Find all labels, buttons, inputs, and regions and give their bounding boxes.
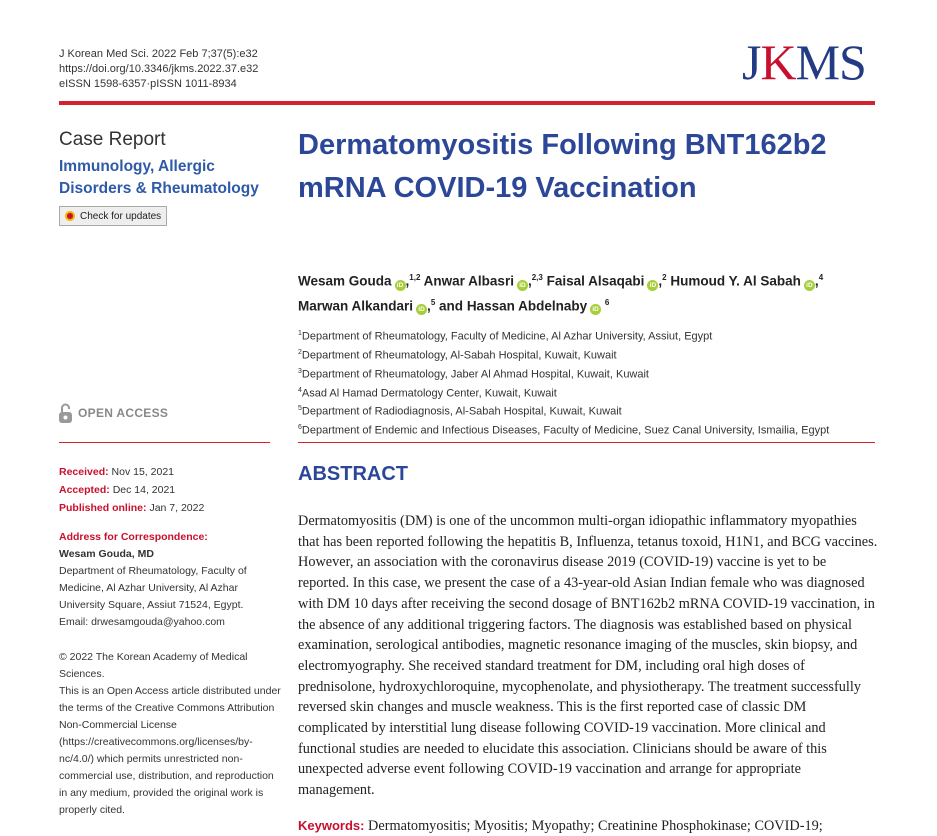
citation-block bbox=[59, 47, 258, 92]
journal-logo: JKMS bbox=[742, 34, 866, 90]
crossmark-icon bbox=[65, 211, 75, 221]
author-name[interactable]: Faisal Alsaqabi bbox=[546, 273, 645, 289]
sidebar-top bbox=[59, 128, 274, 226]
orcid-icon[interactable]: iD bbox=[804, 280, 815, 291]
license-text: This is an Open Access article distributed under the terms of the Creative Commons Attribution Non-Commercial License (https://creativecommons.org/licenses/by-nc/4.0/) which permits unrestricted non-commercial use, distribution, and reproduction in any medium, provided the original work is properly cited. bbox=[59, 685, 281, 816]
article-section: Immunology, Allergic Disorders & Rheumatology bbox=[59, 158, 259, 197]
published-line: Published online: Jan 7, 2022 bbox=[59, 502, 205, 514]
copyright-text: © 2022 The Korean Academy of Medical Sciences. bbox=[59, 651, 248, 680]
abstract-text: Dermatomyositis (DM) is one of the uncommon multi-organ idiopathic inflammatory myopathies that has been reported following the hepatitis B, Influenza, tetanus toxoid, H1N1, and BCG vaccines. However, an association with the coronavirus disease 2019 (COVID-19) vaccine is yet to be reported. In this case, we present the case of a 43-year-old Asian Indian female who was diagnosed with DM 10 days after receiving the second dosage of BNT162b2 mRNA COVID-19 vaccination, in the absence of any additional triggering factors. The diagnosis was established based on physical examination, serological antibodies, magnetic resonance imaging of the muscles, skin biopsy, and electromyography. She received standard treatment for DM, including oral high doses of prednisolone, hydroxychloroquine, mycophenolate, and physiotherapy. The treatment successfully reversed skin changes and muscle weakness. This is the first reported case of classic DM complicated by interstitial lung disease following COVID-19 vaccination. More clinical and functional studies are needed to elucidate this association. Clinicians should be aware of this unexpected adverse event following COVID-19 vaccination and arrange for appropriate management. bbox=[298, 513, 878, 799]
author-name[interactable]: Wesam Gouda bbox=[298, 273, 392, 289]
open-access-label: OPEN ACCESS bbox=[78, 406, 169, 420]
author-list: Wesam Gouda iD ,$^{1,2}$ Anwar Albasri iD ,$^{2,3}$ Faisal Alsaqabi iD ,$^2$ Humoud Y. Al Sabah iD ,$^4$ Marwan Alkandari iD ,$^5$ and Hassan Abdelnaby iD $^6$ bbox=[298, 273, 824, 313]
correspondence-address: Department of Rheumatology, Faculty of Medicine, Al Azhar University, Al Azhar University Square, Assiut 71524, Egypt. bbox=[59, 565, 247, 611]
author-name[interactable]: Humoud Y. Al Sabah bbox=[670, 273, 801, 289]
section-divider bbox=[298, 442, 875, 443]
affiliations bbox=[298, 326, 829, 439]
orcid-icon[interactable]: iD bbox=[647, 280, 658, 291]
correspondence-heading: Address for Correspondence: bbox=[59, 531, 208, 543]
article-type: Case Report bbox=[59, 129, 166, 150]
affiliation-item: $^6$Department of Endemic and Infectious Diseases, Faculty of Medicine, Suez Canal University, Ismailia, Egypt bbox=[298, 424, 830, 437]
article-title: Dermatomyositis Following BNT162b2 mRNA COVID-19 Vaccination bbox=[298, 129, 827, 204]
keywords-label: Keywords: bbox=[298, 818, 365, 833]
check-updates-label: Check for updates bbox=[80, 210, 162, 222]
author-name[interactable]: Marwan Alkandari bbox=[298, 298, 414, 313]
orcid-icon[interactable]: iD bbox=[517, 280, 528, 291]
orcid-icon[interactable]: iD bbox=[416, 304, 427, 315]
orcid-icon[interactable]: iD bbox=[395, 280, 406, 291]
correspondence-block bbox=[59, 529, 274, 631]
author-name[interactable]: Hassan Abdelnaby bbox=[466, 298, 588, 313]
correspondence-name: Wesam Gouda, MD bbox=[59, 548, 154, 560]
license-block bbox=[59, 649, 281, 819]
affiliation-item: $^1$Department of Rheumatology, Faculty of Medicine, Al Azhar University, Assiut, Egypt bbox=[298, 330, 713, 343]
affiliation-item: $^3$Department of Rheumatology, Jaber Al Ahmad Hospital, Kuwait, Kuwait bbox=[298, 367, 649, 381]
citation: J Korean Med Sci. 2022 Feb 7;37(5):e32 bbox=[59, 48, 258, 60]
open-lock-icon bbox=[59, 403, 72, 423]
dates-block bbox=[59, 463, 204, 517]
doi-link[interactable]: https://doi.org/10.3346/jkms.2022.37.e32 bbox=[59, 63, 259, 75]
sidebar-divider bbox=[59, 442, 270, 443]
keywords-text: Dermatomyositis; Myositis; Myopathy; Creatinine Phosphokinase; COVID-19; bbox=[368, 818, 823, 834]
affiliation-item: $^5$Department of Radiodiagnosis, Al-Sabah Hospital, Kuwait, Kuwait bbox=[298, 405, 622, 419]
correspondence-email[interactable]: Email: drwesamgouda@yahoo.com bbox=[59, 616, 225, 628]
orcid-icon[interactable]: iD bbox=[590, 304, 601, 315]
open-access-badge bbox=[59, 403, 168, 423]
issn: eISSN 1598-6357·pISSN 1011-8934 bbox=[59, 78, 237, 90]
check-updates-button[interactable] bbox=[59, 206, 167, 226]
abstract-heading: ABSTRACT bbox=[298, 463, 408, 485]
affiliation-item: $^4$Asad Al Hamad Dermatology Center, Kuwait, Kuwait bbox=[298, 386, 557, 400]
received-line: Received: Nov 15, 2021 bbox=[59, 466, 174, 478]
author-name[interactable]: Anwar Albasri bbox=[423, 273, 514, 289]
keywords bbox=[298, 816, 878, 836]
accepted-line: Accepted: Dec 14, 2021 bbox=[59, 484, 176, 496]
affiliation-item: $^2$Department of Rheumatology, Al-Sabah Hospital, Kuwait, Kuwait bbox=[298, 348, 617, 362]
header-rule bbox=[59, 101, 875, 105]
